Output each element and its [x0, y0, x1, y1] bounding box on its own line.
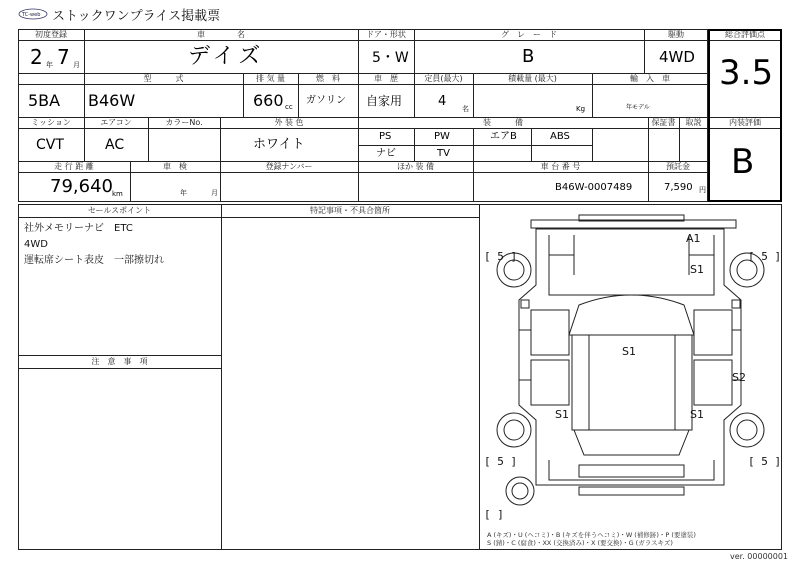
overall-score-label: 総合評価点 — [725, 30, 765, 39]
other-equipment-label: ほか 装 備 — [396, 162, 435, 171]
mileage-unit: km — [112, 190, 123, 198]
manual-label: 取説 — [685, 118, 702, 127]
sales-point-label: セールスポイント — [87, 206, 152, 215]
exterior-color-value: ホワイト — [253, 137, 305, 152]
equip-abs: ABS — [550, 131, 570, 142]
equipment-label: 装 備 — [483, 118, 523, 127]
load-unit: Kg — [576, 105, 586, 113]
door-shape-value: 5・W — [372, 50, 409, 66]
capacity-label: 定員(最大) — [424, 74, 463, 83]
drive-label: 駆動 — [668, 30, 684, 39]
mileage-label: 走 行 距 離 — [54, 162, 94, 171]
damage-mark-front-right-fender: S1 — [690, 263, 704, 276]
chassis-number-label: 車 台 番 号 — [540, 162, 581, 171]
form-grid — [18, 29, 708, 202]
equip-navi: ナビ — [376, 148, 396, 159]
deposit-unit: 円 — [699, 186, 706, 194]
displacement-value: 660 — [253, 91, 284, 110]
sales-point-line: 社外メモリーナビ ETC — [24, 223, 133, 234]
first-reg-year: 2 — [30, 45, 43, 69]
equip-airbag: エアB — [490, 131, 517, 142]
car-name-label: 車 名 — [197, 30, 245, 39]
model-value: B46W — [88, 91, 136, 110]
drive-value: 4WD — [659, 48, 695, 66]
displacement-unit: cc — [285, 103, 293, 111]
mileage-value: 79,640 — [50, 176, 113, 197]
color-no-label: カラーNo. — [165, 118, 203, 127]
overall-score: 3.5 — [719, 53, 774, 93]
inspection-year-unit: 年 — [180, 189, 187, 197]
fuel-value: ガソリン — [306, 95, 346, 106]
legend-line: S (錆)・C (腐食)・XX (交換済み)・X (要交換)・G (ガラスキズ) — [487, 539, 673, 547]
grade-label: グ レ ー ド — [501, 30, 557, 39]
door-shape-label: ドア・形状 — [366, 30, 406, 39]
history-label: 車 歴 — [374, 74, 398, 83]
page-title: ストックワンプライス掲載票 — [52, 9, 221, 24]
inspection-month-unit: 月 — [211, 189, 218, 197]
import-note: 年モデル — [626, 104, 650, 111]
caution-label: 注 意 事 項 — [91, 357, 148, 366]
grade-value: B — [522, 46, 535, 67]
interior-score-label: 内装評価 — [729, 118, 761, 127]
displacement-label: 排 気 量 — [255, 74, 286, 83]
special-notes-label: 特記事項・不具合箇所 — [310, 206, 390, 215]
aircon-label: エアコン — [100, 118, 132, 127]
tire-tread-rear-right: [ 5 ] — [748, 455, 782, 468]
equip-pw: PW — [434, 131, 450, 142]
mission-label: ミッション — [31, 118, 71, 127]
legend-line: A (キズ)・U (ヘコミ)・B (キズを伴うヘコミ)・W (補修跡)・P (要塗装) — [487, 531, 696, 539]
model-prefix: 5BA — [28, 91, 61, 110]
warranty-label: 保証書 — [651, 118, 676, 127]
equip-ps: PS — [379, 131, 392, 142]
tire-tread-front-right: [ 5 ] — [748, 250, 782, 263]
month-unit: 月 — [73, 61, 80, 69]
first-reg-month: 7 — [57, 45, 70, 69]
load-label: 積載量 (最大) — [508, 74, 557, 83]
sales-point-line: 運転席シート表皮 一部擦切れ — [24, 255, 164, 266]
damage-mark-front-bumper: A1 — [686, 232, 701, 245]
sales-point-line: 4WD — [24, 239, 48, 250]
capacity-value: 4 — [438, 94, 447, 109]
mission-value: CVT — [36, 137, 64, 153]
equip-tv: TV — [437, 148, 450, 159]
import-label: 輸 入 車 — [630, 74, 670, 83]
first-reg-label: 初度登録 — [35, 30, 67, 39]
logo-text: TC-web — [22, 12, 41, 18]
spare-tire-tread: [ ] — [484, 508, 504, 521]
version-label: ver. 00000001 — [730, 552, 789, 561]
chassis-number: B46W-0007489 — [555, 182, 633, 193]
fuel-label: 燃 料 — [316, 74, 340, 83]
damage-legend — [487, 531, 696, 547]
exterior-color-label: 外 装 色 — [274, 118, 304, 127]
damage-mark-right-rear-door: S2 — [732, 371, 746, 384]
damage-mark-rear-left: S1 — [555, 408, 569, 421]
deposit-value: 7,590 — [664, 182, 693, 193]
plate-label: 登録ナンバー — [265, 162, 313, 171]
tire-tread-rear-left: [ 5 ] — [484, 455, 518, 468]
interior-score: B — [731, 142, 755, 182]
deposit-label: 預託金 — [666, 162, 690, 171]
model-label: 型 式 — [143, 74, 184, 83]
tire-tread-front-left: [ 5 ] — [484, 250, 518, 263]
damage-mark-roof: S1 — [622, 345, 636, 358]
aircon-value: AC — [105, 137, 125, 153]
company-logo — [18, 6, 48, 20]
damage-mark-rear-right: S1 — [690, 408, 704, 421]
inspection-label: 車 検 — [163, 162, 187, 171]
capacity-unit: 名 — [462, 105, 469, 113]
car-name: デイズ — [188, 44, 265, 69]
history-value: 自家用 — [366, 94, 403, 108]
year-unit: 年 — [46, 61, 53, 69]
